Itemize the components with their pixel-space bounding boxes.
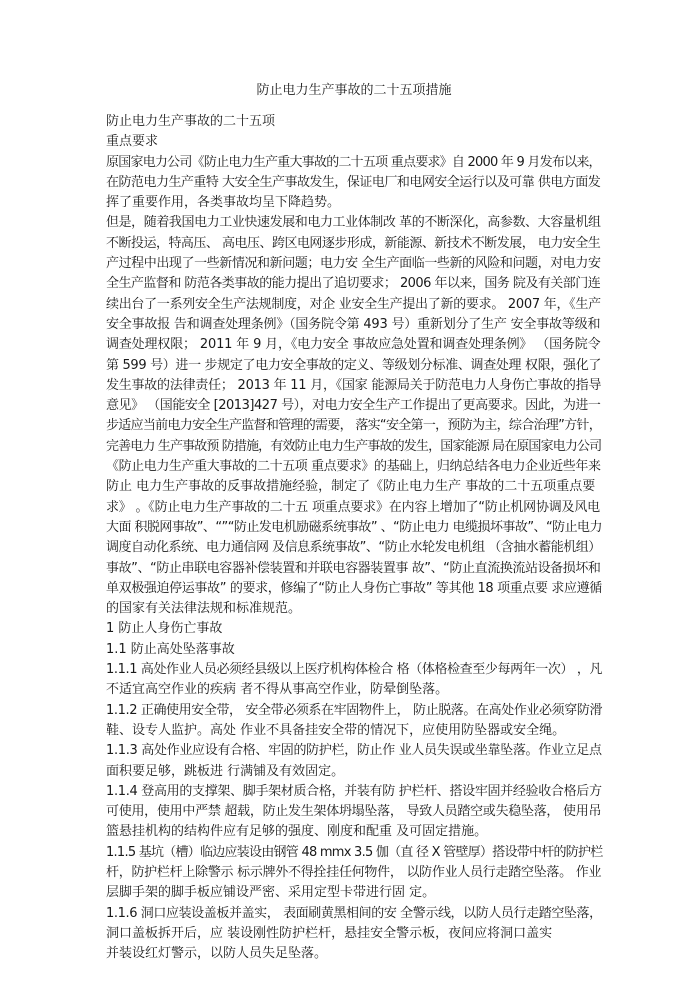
text-line: 意见》 （国能安全 [2013]427 号），对电力安全生产工作提出了更高要求。因此，为进一 xyxy=(106,398,601,414)
text-line: 1.1.5 基坑（槽）临边应装设由钢管 48 mmx 3.5 伽（直 径 X 管壁厚）搭设带中杆的防护栏 xyxy=(106,844,603,860)
text-line: 洞口盖板拆开后，应 装设刚性防护栏杆，悬挂安全警示板，夜间应将洞口盖实 xyxy=(106,925,553,941)
text-line: 1 防止人身伤亡事故 xyxy=(106,621,223,637)
text-line: 鞋、设专人监护。高处 作业不具备挂安全带的情况下，应使用防坠器或安全绳。 xyxy=(106,722,566,738)
text-line: 步适应当前电力安全生产监督和管理的需要， 落实“安全第一，预防为主，综合治理”方针， xyxy=(106,418,601,434)
text-line: 安全事故报 告和调查处理条例》（国务院令第 493 号）重新划分了生产 安全事故等级和 xyxy=(106,316,601,332)
text-line: 事故”、“防止串联电容器补偿装置和并联电容器装置事 故”、“防止直流换流站设备损坏和 xyxy=(106,560,601,576)
text-line: 第 599 号）进一 步规定了电力安全事故的定义、等级划分标准、调查处理 权限，强化了 xyxy=(106,357,602,373)
text-line: 调查处理权限； 2011 年 9 月，《电力安全 事故应急处置和调查处理条例》 （国务院令 xyxy=(106,337,601,353)
text-line: 调度自动化系统、电力通信网 及信息系统事故”、“防止水轮发电机组 （含抽水蓄能机组） xyxy=(106,540,601,556)
text-line: 不适宜高空作业的疾病 者不得从事高空作业，防晕倒坠落。 xyxy=(106,682,449,698)
text-line: 篮悬挂机构的结构件应有足够的强度、刚度和配重 及可固定措施。 xyxy=(106,824,488,840)
document-title: 防止电力生产事故的二十五项措施 xyxy=(256,83,452,98)
text-line: 产过程中出现了一些新情况和新问题；电力安 全生产面临一些新的风险和问题，对电力安 xyxy=(106,256,601,272)
text-line: 全生产监督和 防范各类事故的能力提出了追切要求； 2006 年以来，国务 院及有关部门连 xyxy=(106,276,601,292)
text-line: 1.1.6 洞口应装设盖板并盖实， 表面刷黄黑相间的安 全警示线，以防人员行走踏空坠落， xyxy=(106,905,602,921)
text-line: 并装设红灯警示，以防人员失足坠落。 xyxy=(106,946,328,962)
text-line: 求》 。《防止电力生产事故的二十五 项重点要求》在内容上增加了“防止机网协调及风电 xyxy=(106,499,600,515)
text-line: 1.1.2 正确使用安全带， 安全带必须系在牢固物件上， 防止脱落。在高处作业必须穿防滑 xyxy=(106,702,603,718)
text-line: 重点要求 xyxy=(106,134,159,150)
text-line: 可使用，使用中严禁 超载，防止发生架体坍塌坠落， 导致人员踏空或失稳坠落， 使用吊 xyxy=(106,804,602,820)
text-line: 防止 电力生产事故的反事故措施经验，制定了《防止电力生产 事故的二十五项重点要 xyxy=(106,479,596,495)
text-line: 1.1.4 登高用的支撑架、脚手架材质合格，并装有防 护栏杆、搭设牢固并经验收合格后方 xyxy=(106,783,602,799)
text-line: 完善电力 生产事故预 防措施，有效防止电力生产事故的发生，国家能源 局在原国家电力公司 xyxy=(106,438,602,454)
text-line: 1.1.1 高处作业人员必须经县级以上医疗机构体检合 格（体格检查至少每两年一次） ，凡 xyxy=(106,662,603,678)
text-line: 面积要足够，跳板进 行满铺及有效固定。 xyxy=(106,763,345,779)
text-line: 但是，随着我国电力工业快速发展和电力工业体制改 革的不断深化，高参数、大容量机组 xyxy=(106,215,601,231)
text-line: 发生事故的法律责任； 2013 年 11 月，《国家 能源局关于防范电力人身伤亡事故的指导 xyxy=(106,377,602,393)
document-page xyxy=(106,80,602,964)
text-line: 杆，防护栏杆上除警示 标示牌外不得拴挂任何物件， 以防作业人员行走踏空坠落。 作业 xyxy=(106,864,602,880)
text-line: 在防范电力生产重特 大安全生产事故发生，保证电厂和电网安全运行以及可靠 供电方面发 xyxy=(106,174,601,190)
text-line: 续出台了一系列安全生产法规制度，对企 业安全生产提出了新的要求。 2007 年，《生产 xyxy=(106,296,601,312)
text-line: 的国家有关法律法规和标准规范。 xyxy=(106,601,302,617)
text-line: 防止电力生产事故的二十五项 xyxy=(106,114,276,129)
text-line: 大面 积脱网事故”、“”“防止发电机励磁系统事故” 、“防止电力 电缆损坏事故”、“防止电力 xyxy=(106,519,602,535)
document-body xyxy=(106,112,602,964)
text-line: 1.1.3 高处作业应设有合格、牢固的防护栏，防止作 业人员失误或坐靠坠落。作业立足点 xyxy=(106,743,602,759)
text-line: 1.1 防止高处坠落事故 xyxy=(106,641,235,657)
text-line: 单双极强迫停运事故” 的要求，修编了“防止人身伤亡事故” 等其他 18 项重点要 求应遵循 xyxy=(106,580,602,596)
text-line: 原国家电力公司《防止电力生产重大事故的二十五项 重点要求》自 2000 年 9 月发布以来， xyxy=(106,154,601,170)
text-line: 不断投运，特高压、 高电压、跨区电网逐步形成，新能源、新技术不断发展， 电力安全生 xyxy=(106,235,601,251)
text-line: 挥了重要作用，各类事故均呈下降趋势。 xyxy=(106,195,341,211)
text-line: 《防止电力生产重大事故的二十五项 重点要求》的基础上，归纳总结各电力企业近些年来 xyxy=(106,459,601,475)
text-line: 层脚手架的脚手板应铺设严密、采用定型卡带进行固 定。 xyxy=(106,885,436,901)
